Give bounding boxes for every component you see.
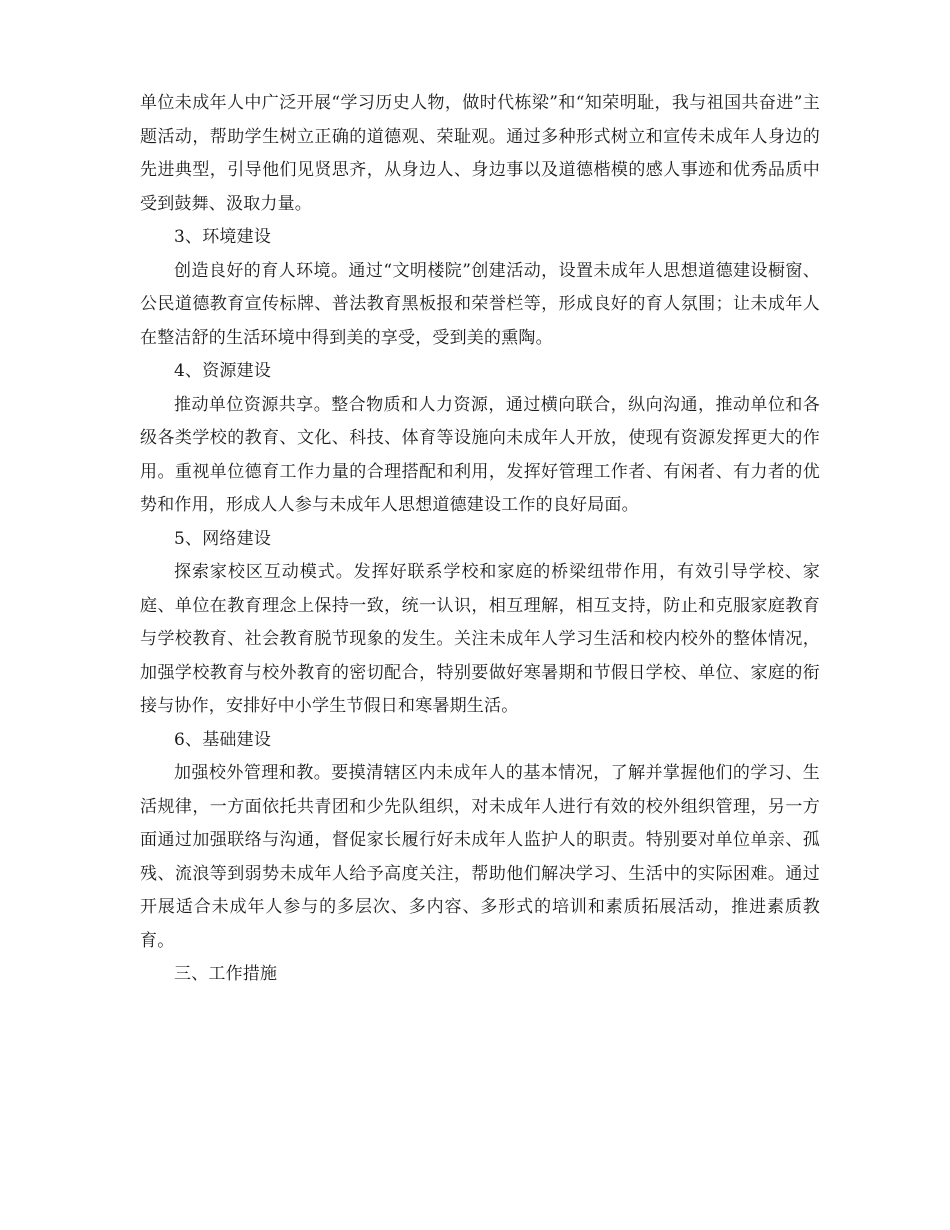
section-heading-foundation: 6、基础建设 <box>174 729 272 750</box>
paragraph-body-2: 创造良好的育人环境。通过“文明楼院”创建活动，设置未成年人思想道德建设橱窗、公民道德教育宣传标牌、普法教育黑板报和荣誉栏等，形成良好的育人氛围；让未成年人在整洁舒的生活环境中得到美的享受，受到美的熏陶。 <box>140 260 820 348</box>
paragraph-body-5: 加强校外管理和教。要摸清辖区内未成年人的基本情况，了解并掌握他们的学习、生活规律，一方面依托共青团和少先队组织，对未成年人进行有效的校外组织管理，另一方面通过加强联络与沟通，督促家长履行好未成年人监护人的职责。特别要对单位单亲、孤残、流浪等到弱势未成年人给予高度关注，帮助他们解决学习、生活中的实际困难。通过开展适合未成年人参与的多层次、多内容、多形式的培训和素质拓展活动，推进素质教育。 <box>140 763 820 951</box>
section-heading-environment: 3、环境建设 <box>174 227 272 247</box>
section-heading-resources: 4、资源建设 <box>174 361 272 381</box>
section-heading-measures: 三、工作措施 <box>174 964 278 984</box>
document-body <box>140 87 820 992</box>
paragraph-body-3: 推动单位资源共享。整合物质和人力资源，通过横向联合，纵向沟通，推动单位和各级各类学校的教育、文化、科技、体育等设施向未成年人开放，使现有资源发挥更大的作用。重视单位德育工作力量的合理搭配和利用，发挥好管理工作者、有闲者、有力者的优势和作用，形成人人参与未成年人思想道德建设工作的良好局面。 <box>140 394 820 515</box>
paragraph-body-4: 探索家校区互动模式。发挥好联系学校和家庭的桥梁纽带作用，有效引导学校、家庭、单位在教育理念上保持一致，统一认识，相互理解，相互支持，防止和克服家庭教育与学校教育、社会教育脱节现象的发生。关注未成年人学习生活和校内校外的整体情况，加强学校教育与校外教育的密切配合，特别要做好寒暑期和节假日学校、单位、家庭的衔接与协作，安排好中小学生节假日和寒暑期生活。 <box>140 562 820 716</box>
section-heading-network: 5、网络建设 <box>174 528 272 549</box>
paragraph-body-1: 单位未成年人中广泛开展“学习历史人物，做时代栋梁”和“知荣明耻，我与祖国共奋进”主题活动，帮助学生树立正确的道德观、荣耻观。通过多种形式树立和宣传未成年人身边的先进典型，引导他们见贤思齐，从身边人、身边事以及道德楷模的感人事迹和优秀品质中受到鼓舞、汲取力量。 <box>140 93 820 214</box>
